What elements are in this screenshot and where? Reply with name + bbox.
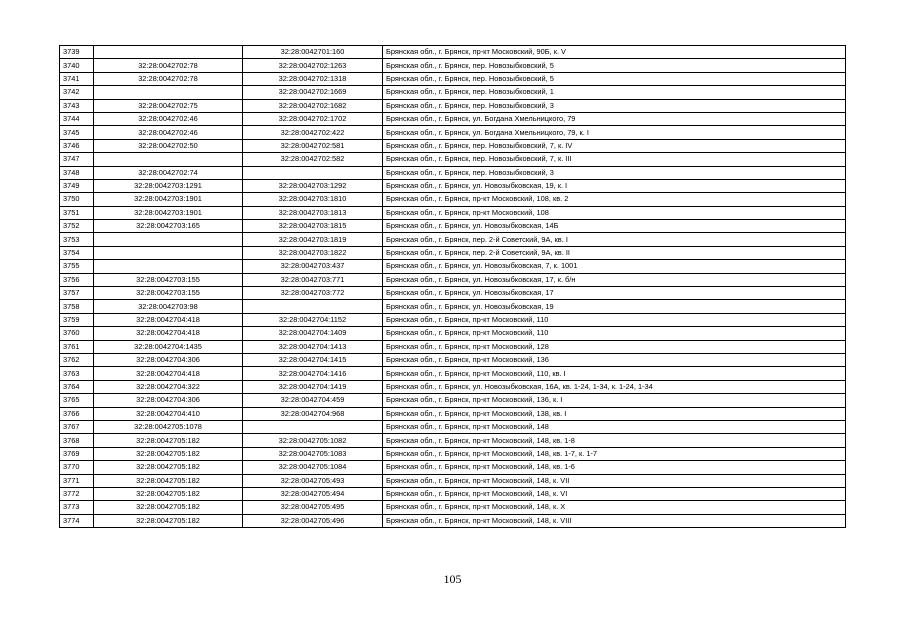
object-number-cell: 32:28:0042703:772 (243, 287, 383, 300)
object-number-cell: 32:28:0042704:1409 (243, 327, 383, 340)
row-number-cell: 3744 (60, 112, 94, 125)
object-number-cell: 32:28:0042703:1813 (243, 206, 383, 219)
object-number-cell: 32:28:0042703:1822 (243, 246, 383, 259)
row-number-cell: 3774 (60, 514, 94, 527)
land-plot-number-cell: 32:28:0042704:410 (94, 407, 243, 420)
table-row (60, 300, 846, 313)
address-cell: Брянская обл., г. Брянск, пр-кт Московский, 148, кв. 1-6 (383, 461, 846, 474)
land-plot-number-cell (94, 153, 243, 166)
table-row (60, 139, 846, 152)
table-row (60, 394, 846, 407)
address-cell: Брянская обл., г. Брянск, ул. Новозыбковская, 16А, кв. 1-24, 1-34, к. 1-24, 1-34 (383, 380, 846, 393)
row-number-cell: 3741 (60, 72, 94, 85)
table-row (60, 273, 846, 286)
row-number-cell: 3745 (60, 126, 94, 139)
row-number-cell: 3753 (60, 233, 94, 246)
object-number-cell: 32:28:0042701:160 (243, 46, 383, 59)
row-number-cell: 3763 (60, 367, 94, 380)
object-number-cell: 32:28:0042702:582 (243, 153, 383, 166)
row-number-cell: 3765 (60, 394, 94, 407)
row-number-cell: 3761 (60, 340, 94, 353)
table-row (60, 501, 846, 514)
land-plot-number-cell: 32:28:0042702:78 (94, 72, 243, 85)
object-number-cell: 32:28:0042702:581 (243, 139, 383, 152)
address-cell: Брянская обл., г. Брянск, пр-кт Московский, 148, к. X (383, 501, 846, 514)
table-row (60, 193, 846, 206)
land-plot-number-cell: 32:28:0042703:1901 (94, 193, 243, 206)
address-cell: Брянская обл., г. Брянск, пр-кт Московский, 136, к. I (383, 394, 846, 407)
object-number-cell: 32:28:0042702:1318 (243, 72, 383, 85)
address-cell: Брянская обл., г. Брянск, ул. Новозыбковская, 14Б (383, 220, 846, 233)
land-plot-number-cell: 32:28:0042703:98 (94, 300, 243, 313)
object-number-cell: 32:28:0042704:1416 (243, 367, 383, 380)
object-number-cell: 32:28:0042704:1152 (243, 313, 383, 326)
row-number-cell: 3755 (60, 260, 94, 273)
row-number-cell: 3759 (60, 313, 94, 326)
address-cell: Брянская обл., г. Брянск, пер. Новозыбковский, 7, к. III (383, 153, 846, 166)
row-number-cell: 3740 (60, 59, 94, 72)
address-cell: Брянская обл., г. Брянск, пер. 2-й Советский, 9А, кв. I (383, 233, 846, 246)
land-plot-number-cell: 32:28:0042705:182 (94, 447, 243, 460)
address-cell: Брянская обл., г. Брянск, пр-кт Московский, 148, кв. 1-7, к. 1-7 (383, 447, 846, 460)
object-number-cell: 32:28:0042702:1702 (243, 112, 383, 125)
object-number-cell: 32:28:0042704:968 (243, 407, 383, 420)
land-plot-number-cell (94, 233, 243, 246)
land-plot-number-cell: 32:28:0042704:306 (94, 394, 243, 407)
object-number-cell: 32:28:0042703:1815 (243, 220, 383, 233)
address-cell: Брянская обл., г. Брянск, пр-кт Московский, 128 (383, 340, 846, 353)
land-plot-number-cell: 32:28:0042702:46 (94, 126, 243, 139)
row-number-cell: 3768 (60, 434, 94, 447)
land-plot-number-cell: 32:28:0042705:182 (94, 461, 243, 474)
land-plot-number-cell: 32:28:0042704:418 (94, 313, 243, 326)
table-row (60, 233, 846, 246)
page-number: 105 (443, 572, 462, 586)
row-number-cell: 3749 (60, 179, 94, 192)
land-plot-number-cell: 32:28:0042705:182 (94, 474, 243, 487)
address-cell: Брянская обл., г. Брянск, пр-кт Московский, 138, кв. I (383, 407, 846, 420)
table-row (60, 220, 846, 233)
row-number-cell: 3766 (60, 407, 94, 420)
address-cell: Брянская обл., г. Брянск, пр-кт Московский, 110, кв. I (383, 367, 846, 380)
land-plot-number-cell: 32:28:0042704:306 (94, 353, 243, 366)
row-number-cell: 3742 (60, 86, 94, 99)
row-number-cell: 3764 (60, 380, 94, 393)
object-number-cell: 32:28:0042704:1413 (243, 340, 383, 353)
row-number-cell: 3754 (60, 246, 94, 259)
land-plot-number-cell: 32:28:0042702:50 (94, 139, 243, 152)
land-plot-number-cell: 32:28:0042704:1435 (94, 340, 243, 353)
address-cell: Брянская обл., г. Брянск, пр-кт Московский, 148, к. VIII (383, 514, 846, 527)
address-cell: Брянская обл., г. Брянск, пр-кт Московский, 148, кв. 1-8 (383, 434, 846, 447)
table-row (60, 86, 846, 99)
address-cell: Брянская обл., г. Брянск, пер. Новозыбковский, 5 (383, 59, 846, 72)
address-cell: Брянская обл., г. Брянск, пр-кт Московский, 148, к. VI (383, 487, 846, 500)
address-cell: Брянская обл., г. Брянск, ул. Новозыбковская, 17 (383, 287, 846, 300)
row-number-cell: 3743 (60, 99, 94, 112)
object-number-cell (243, 300, 383, 313)
object-number-cell: 32:28:0042703:771 (243, 273, 383, 286)
address-cell: Брянская обл., г. Брянск, пр-кт Московский, 148 (383, 420, 846, 433)
row-number-cell: 3760 (60, 327, 94, 340)
address-cell: Брянская обл., г. Брянск, пер. Новозыбковский, 1 (383, 86, 846, 99)
table-row (60, 153, 846, 166)
table-row (60, 514, 846, 527)
address-cell: Брянская обл., г. Брянск, пер. 2-й Советский, 9А, кв. II (383, 246, 846, 259)
registry-table (59, 45, 846, 528)
table-row (60, 367, 846, 380)
table-row (60, 260, 846, 273)
address-cell: Брянская обл., г. Брянск, ул. Богдана Хмельницкого, 79 (383, 112, 846, 125)
object-number-cell: 32:28:0042702:1682 (243, 99, 383, 112)
row-number-cell: 3739 (60, 46, 94, 59)
address-cell: Брянская обл., г. Брянск, пр-кт Московский, 110 (383, 327, 846, 340)
table-row (60, 206, 846, 219)
row-number-cell: 3772 (60, 487, 94, 500)
table-row (60, 179, 846, 192)
land-plot-number-cell: 32:28:0042705:182 (94, 487, 243, 500)
land-plot-number-cell (94, 260, 243, 273)
table-row (60, 287, 846, 300)
land-plot-number-cell: 32:28:0042702:46 (94, 112, 243, 125)
row-number-cell: 3767 (60, 420, 94, 433)
row-number-cell: 3747 (60, 153, 94, 166)
object-number-cell (243, 420, 383, 433)
object-number-cell: 32:28:0042704:459 (243, 394, 383, 407)
address-cell: Брянская обл., г. Брянск, ул. Новозыбковская, 19, к. I (383, 179, 846, 192)
object-number-cell: 32:28:0042705:494 (243, 487, 383, 500)
object-number-cell: 32:28:0042705:1084 (243, 461, 383, 474)
table-row (60, 59, 846, 72)
land-plot-number-cell: 32:28:0042703:155 (94, 273, 243, 286)
address-cell: Брянская обл., г. Брянск, пр-кт Московский, 90Б, к. V (383, 46, 846, 59)
table-row (60, 353, 846, 366)
address-cell: Брянская обл., г. Брянск, пр-кт Московский, 108, кв. 2 (383, 193, 846, 206)
row-number-cell: 3746 (60, 139, 94, 152)
land-plot-number-cell: 32:28:0042705:1078 (94, 420, 243, 433)
land-plot-number-cell: 32:28:0042702:78 (94, 59, 243, 72)
land-plot-number-cell: 32:28:0042704:322 (94, 380, 243, 393)
table-row (60, 126, 846, 139)
row-number-cell: 3769 (60, 447, 94, 460)
row-number-cell: 3773 (60, 501, 94, 514)
address-cell: Брянская обл., г. Брянск, пер. Новозыбковский, 5 (383, 72, 846, 85)
object-number-cell: 32:28:0042704:1415 (243, 353, 383, 366)
table-row (60, 407, 846, 420)
land-plot-number-cell: 32:28:0042704:418 (94, 327, 243, 340)
table-row (60, 313, 846, 326)
land-plot-number-cell: 32:28:0042705:182 (94, 501, 243, 514)
row-number-cell: 3752 (60, 220, 94, 233)
object-number-cell: 32:28:0042702:422 (243, 126, 383, 139)
table-row (60, 72, 846, 85)
row-number-cell: 3757 (60, 287, 94, 300)
row-number-cell: 3748 (60, 166, 94, 179)
land-plot-number-cell: 32:28:0042704:418 (94, 367, 243, 380)
object-number-cell: 32:28:0042702:1263 (243, 59, 383, 72)
address-cell: Брянская обл., г. Брянск, ул. Богдана Хмельницкого, 79, к. I (383, 126, 846, 139)
object-number-cell: 32:28:0042704:1419 (243, 380, 383, 393)
table-row (60, 246, 846, 259)
row-number-cell: 3751 (60, 206, 94, 219)
row-number-cell: 3770 (60, 461, 94, 474)
address-cell: Брянская обл., г. Брянск, пр-кт Московский, 110 (383, 313, 846, 326)
land-plot-number-cell: 32:28:0042702:74 (94, 166, 243, 179)
address-cell: Брянская обл., г. Брянск, пр-кт Московский, 108 (383, 206, 846, 219)
table-row (60, 166, 846, 179)
registry-table-body (60, 46, 846, 528)
address-cell: Брянская обл., г. Брянск, пер. Новозыбковский, 3 (383, 166, 846, 179)
address-cell: Брянская обл., г. Брянск, пер. Новозыбковский, 3 (383, 99, 846, 112)
table-row (60, 434, 846, 447)
land-plot-number-cell: 32:28:0042705:182 (94, 434, 243, 447)
table-row (60, 327, 846, 340)
row-number-cell: 3758 (60, 300, 94, 313)
object-number-cell: 32:28:0042705:1082 (243, 434, 383, 447)
land-plot-number-cell (94, 46, 243, 59)
land-plot-number-cell: 32:28:0042705:182 (94, 514, 243, 527)
table-row (60, 461, 846, 474)
land-plot-number-cell: 32:28:0042703:1901 (94, 206, 243, 219)
object-number-cell: 32:28:0042703:437 (243, 260, 383, 273)
table-row (60, 420, 846, 433)
address-cell: Брянская обл., г. Брянск, ул. Новозыбковская, 17, к. б/н (383, 273, 846, 286)
address-cell: Брянская обл., г. Брянск, ул. Новозыбковская, 7, к. 1001 (383, 260, 846, 273)
table-row (60, 487, 846, 500)
address-cell: Брянская обл., г. Брянск, пр-кт Московский, 136 (383, 353, 846, 366)
row-number-cell: 3762 (60, 353, 94, 366)
table-row (60, 112, 846, 125)
object-number-cell: 32:28:0042705:1083 (243, 447, 383, 460)
table-row (60, 340, 846, 353)
row-number-cell: 3750 (60, 193, 94, 206)
address-cell: Брянская обл., г. Брянск, пр-кт Московский, 148, к. VII (383, 474, 846, 487)
object-number-cell: 32:28:0042705:496 (243, 514, 383, 527)
land-plot-number-cell (94, 246, 243, 259)
object-number-cell (243, 166, 383, 179)
table-row (60, 447, 846, 460)
object-number-cell: 32:28:0042703:1292 (243, 179, 383, 192)
land-plot-number-cell: 32:28:0042703:165 (94, 220, 243, 233)
land-plot-number-cell: 32:28:0042703:155 (94, 287, 243, 300)
table-row (60, 380, 846, 393)
object-number-cell: 32:28:0042705:493 (243, 474, 383, 487)
table-row (60, 46, 846, 59)
object-number-cell: 32:28:0042702:1669 (243, 86, 383, 99)
object-number-cell: 32:28:0042703:1819 (243, 233, 383, 246)
table-row (60, 474, 846, 487)
object-number-cell: 32:28:0042703:1810 (243, 193, 383, 206)
land-plot-number-cell: 32:28:0042703:1291 (94, 179, 243, 192)
table-row (60, 99, 846, 112)
land-plot-number-cell (94, 86, 243, 99)
land-plot-number-cell: 32:28:0042702:75 (94, 99, 243, 112)
row-number-cell: 3771 (60, 474, 94, 487)
address-cell: Брянская обл., г. Брянск, пер. Новозыбковский, 7, к. IV (383, 139, 846, 152)
address-cell: Брянская обл., г. Брянск, ул. Новозыбковская, 19 (383, 300, 846, 313)
row-number-cell: 3756 (60, 273, 94, 286)
object-number-cell: 32:28:0042705:495 (243, 501, 383, 514)
